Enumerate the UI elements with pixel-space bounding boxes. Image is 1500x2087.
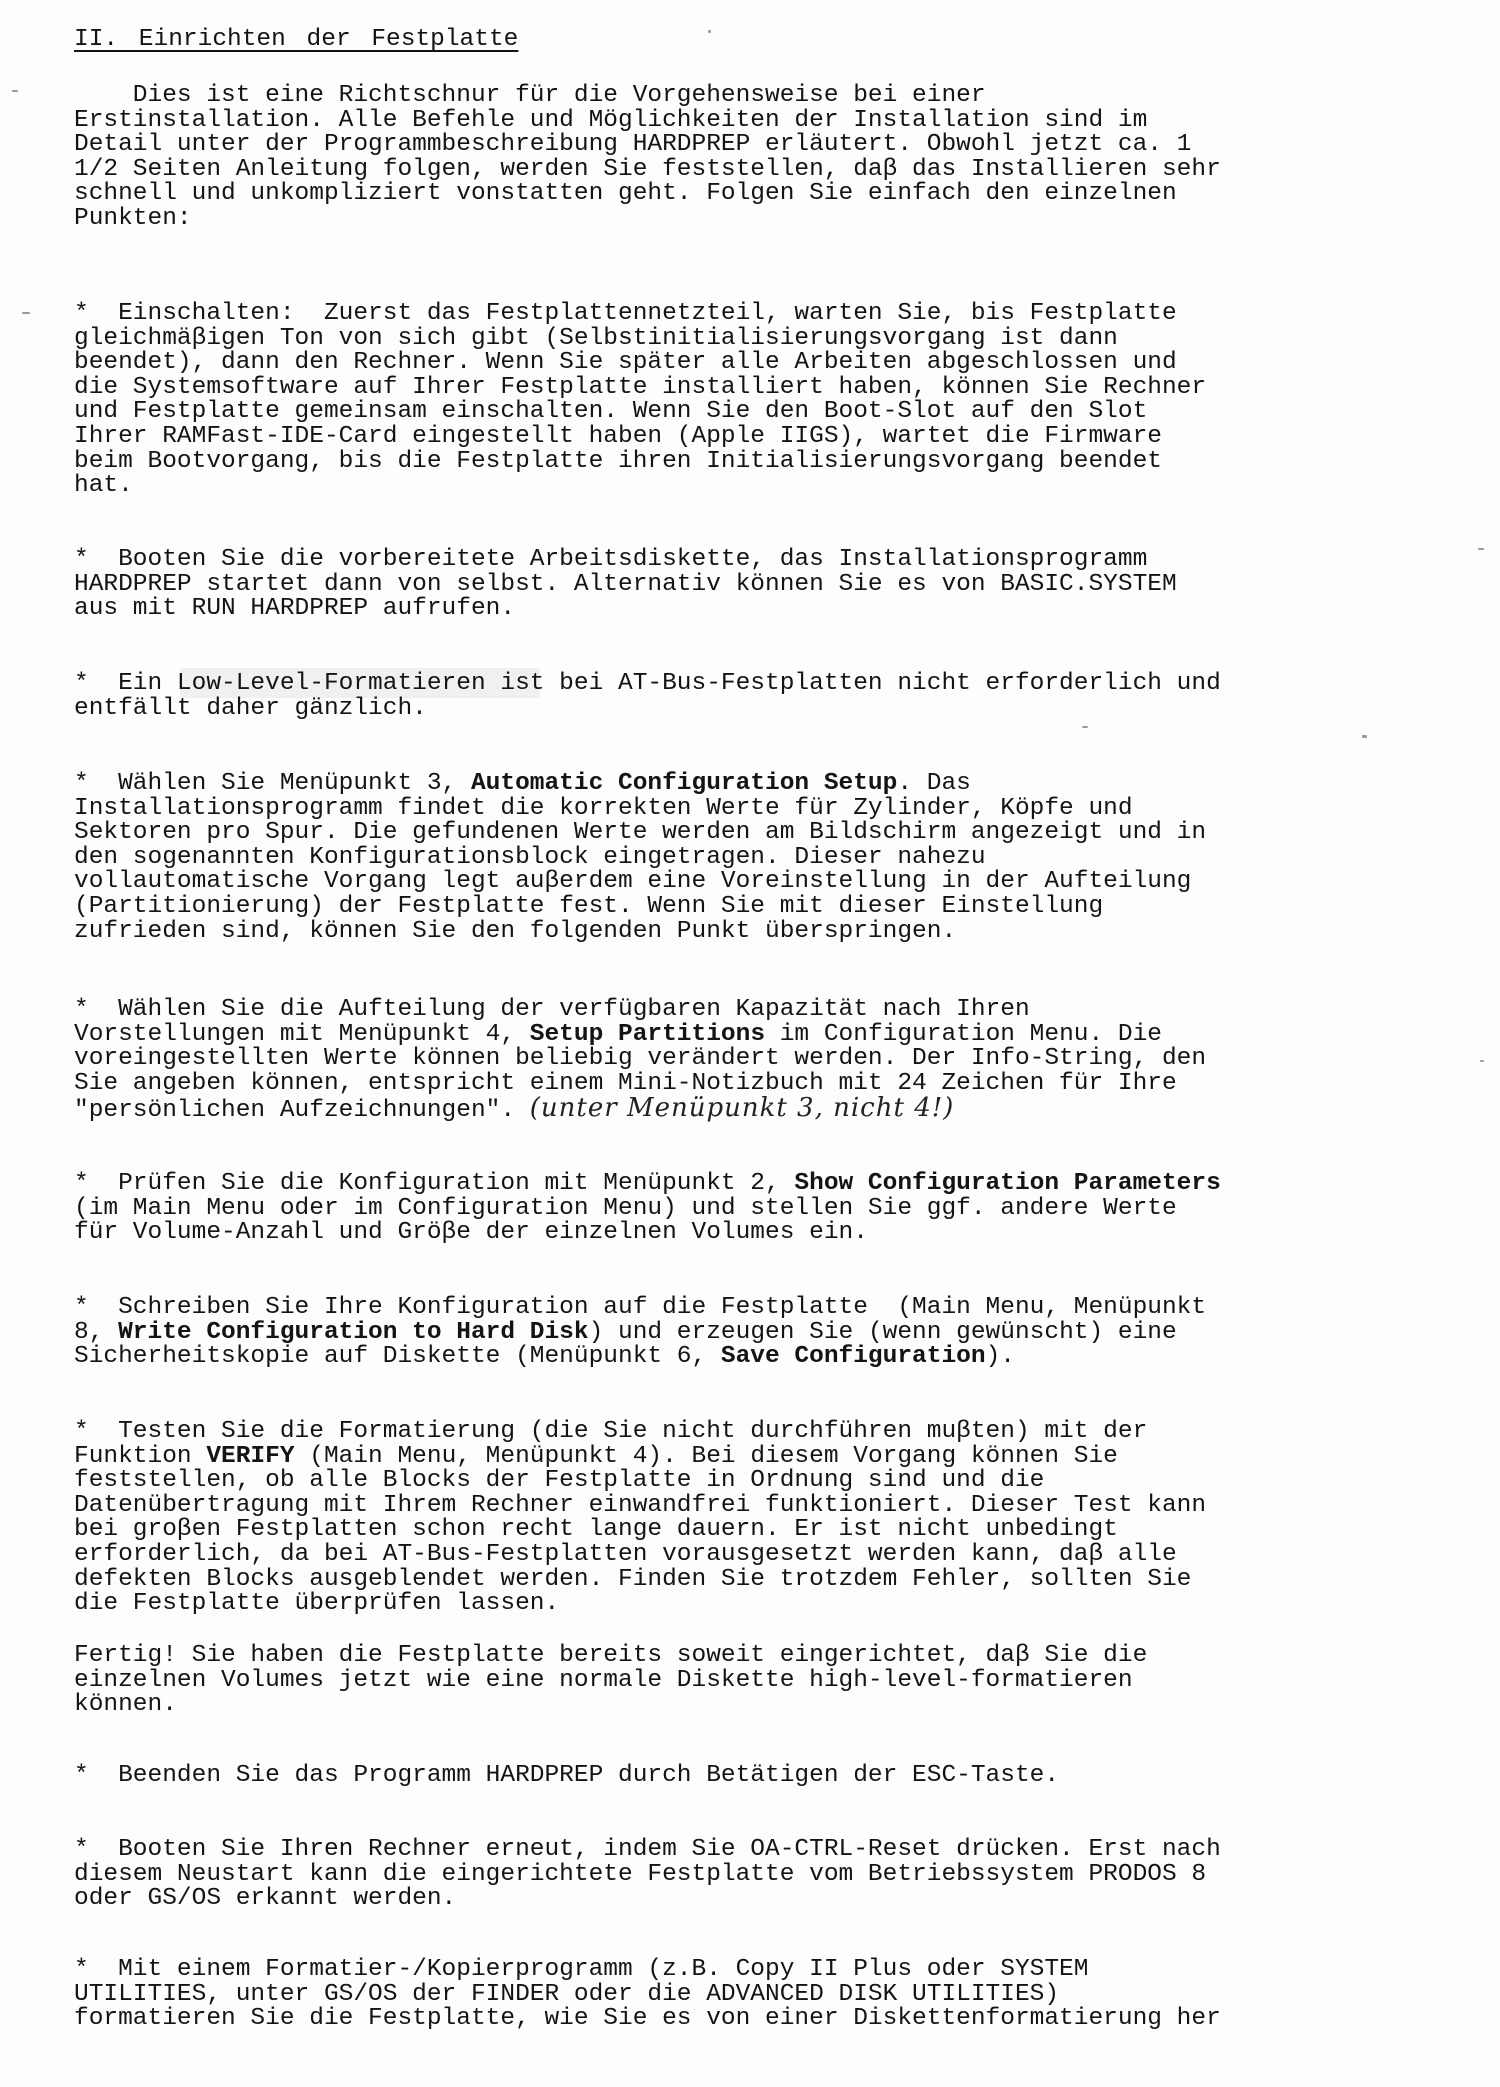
- text-line: feststellen, ob alle Blocks der Festplatte in Ordnung sind und die: [74, 1467, 1045, 1495]
- text-line: (Partitionierung) der Festplatte fest. Wenn Sie mit dieser Einstellung: [74, 892, 1104, 920]
- text-line: [74, 1172, 1404, 1197]
- text-run: 8,: [74, 1318, 119, 1346]
- text-run: (Main Menu, Menüpunkt 4). Bei diesem Vorgang können Sie: [294, 1442, 1118, 1470]
- scan-speck: [22, 312, 30, 314]
- text-run: im Configuration Menu. Die: [765, 1020, 1162, 1048]
- text-line: voreingestellten Werte können beliebig verändert werden. Der Info-String, den: [74, 1045, 1207, 1073]
- intro-paragraph: [74, 84, 1404, 232]
- text-line: [74, 1093, 1404, 1125]
- text-line: * Booten Sie die vorbereitete Arbeitsdiskette, das Installationsprogramm: [74, 546, 1148, 573]
- text-line: gleichmäβigen Ton von sich gibt (Selbstinitialisierungsvorgang ist dann: [74, 324, 1118, 352]
- text-line: können.: [74, 1691, 177, 1719]
- scan-speck: [1362, 735, 1367, 738]
- text-line: (im Main Menu oder im Configuration Menu) und stellen Sie ggf. andere Werte: [74, 1194, 1177, 1222]
- text-line: * Testen Sie die Formatierung (die Sie nicht durchführen muβten) mit der: [74, 1418, 1148, 1445]
- text-run: * Wählen Sie Menüpunkt 3,: [74, 770, 471, 797]
- step-reboot: [74, 1838, 1404, 1912]
- text-line: bei groβen Festplatten schon recht lange dauern. Er ist nicht unbedingt: [74, 1516, 1118, 1544]
- text-line: * Beenden Sie das Programm HARDPREP durch Betätigen der ESC-Taste.: [74, 1762, 1060, 1789]
- scan-speck: [1082, 726, 1088, 728]
- menu-name-bold: Automatic Configuration Setup: [470, 770, 898, 797]
- menu-name-bold: VERIFY: [206, 1442, 295, 1470]
- text-line: vollautomatische Vorgang legt auβerdem eine Voreinstellung in der Aufteilung: [74, 868, 1192, 896]
- text-line: die Systemsoftware auf Ihrer Festplatte installiert haben, können Sie Rechner: [74, 373, 1207, 401]
- step-low-level-format: [74, 672, 1404, 721]
- text-line: * Booten Sie Ihren Rechner erneut, indem Sie OA-CTRL-Reset drücken. Erst nach: [74, 1836, 1221, 1863]
- text-line: formatieren Sie die Festplatte, wie Sie es von einer Diskettenformatierung her: [74, 2005, 1221, 2033]
- text-line: für Volume-Anzahl und Gröβe der einzelnen Volumes ein.: [74, 1219, 868, 1247]
- step-auto-config: [74, 772, 1404, 944]
- scan-speck: [1478, 548, 1484, 550]
- text-line: [74, 1020, 1404, 1048]
- text-line: [74, 1345, 1404, 1370]
- text-run: ).: [985, 1343, 1015, 1371]
- text-line: * Ein Low-Level-Formatieren ist bei AT-Bus-Festplatten nicht erforderlich und: [74, 670, 1221, 697]
- step-setup-partitions: [74, 998, 1404, 1124]
- text-line: die Festplatte überprüfen lassen.: [74, 1590, 560, 1618]
- text-line: * Schreiben Sie Ihre Konfiguration auf die Festplatte (Main Menu, Menüpunkt: [74, 1294, 1207, 1321]
- text-line: Dies ist eine Richtschnur für die Vorgehensweise bei einer: [74, 82, 986, 109]
- text-line: defekten Blocks ausgeblendet werden. Finden Sie trotzdem Fehler, sollten Sie: [74, 1565, 1192, 1593]
- text-run: ) und erzeugen Sie (wenn gewünscht) eine: [588, 1318, 1177, 1346]
- text-line: HARDPREP startet dann von selbst. Alternativ können Sie es von BASIC.SYSTEM: [74, 570, 1177, 598]
- text-run: "persönlichen Aufzeichnungen".: [74, 1097, 516, 1125]
- text-line: Sie angeben können, entspricht einem Mini-Notizbuch mit 24 Zeichen für Ihre: [74, 1069, 1177, 1097]
- text-line: den sogenannten Konfigurationsblock eingetragen. Dieser nahezu: [74, 843, 986, 871]
- text-line: zufrieden sind, können Sie den folgenden Punkt überspringen.: [74, 917, 957, 945]
- text-line: entfällt daher gänzlich.: [74, 694, 427, 722]
- step-exit-hardprep: [74, 1764, 1404, 1789]
- text-run: . Das: [897, 770, 971, 797]
- text-line: erforderlich, da bei AT-Bus-Festplatten vorausgesetzt werden kann, daβ alle: [74, 1540, 1177, 1568]
- step-verify: [74, 1420, 1404, 1617]
- scan-speck: [12, 90, 18, 92]
- text-line: hat.: [74, 472, 133, 500]
- text-line: Erstinstallation. Alle Befehle und Möglichkeiten der Installation sind im: [74, 106, 1148, 134]
- text-line: Sektoren pro Spur. Die gefundenen Werte werden am Bildschirm angezeigt und in: [74, 819, 1207, 847]
- step-switch-on: [74, 302, 1404, 499]
- step-show-config: [74, 1172, 1404, 1246]
- text-line: beim Bootvorgang, bis die Festplatte ihren Initialisierungsvorgang beendet: [74, 447, 1162, 475]
- step-boot-disk: [74, 548, 1404, 622]
- text-line: * Einschalten: Zuerst das Festplattennetzteil, warten Sie, bis Festplatte: [74, 300, 1177, 327]
- text-line: beendet), dann den Rechner. Wenn Sie später alle Arbeiten abgeschlossen und: [74, 349, 1177, 377]
- text-line: Punkten:: [74, 204, 192, 232]
- text-run: Sicherheitskopie auf Diskette (Menüpunkt 6,: [74, 1343, 721, 1371]
- text-line: diesem Neustart kann die eingerichtete Festplatte vom Betriebssystem PRODOS 8: [74, 1860, 1207, 1888]
- handwritten-note: (unter Menüpunkt 3, nicht 4!): [529, 1093, 955, 1124]
- text-line: [74, 1318, 1404, 1346]
- text-line: * Wählen Sie die Aufteilung der verfügbaren Kapazität nach Ihren: [74, 996, 1030, 1023]
- text-line: oder GS/OS erkannt werden.: [74, 1885, 457, 1913]
- done-paragraph: [74, 1644, 1404, 1718]
- menu-name-bold: Save Configuration: [720, 1343, 986, 1371]
- text-line: Fertig! Sie haben die Festplatte bereits soweit eingerichtet, daβ Sie die: [74, 1642, 1148, 1669]
- text-line: [74, 1442, 1404, 1470]
- menu-name-bold: Write Configuration to Hard Disk: [118, 1318, 589, 1346]
- text-run: * Prüfen Sie die Konfiguration mit Menüpunkt 2,: [74, 1170, 795, 1197]
- text-line: Ihrer RAMFast-IDE-Card eingestellt haben (Apple IIGS), wartet die Firmware: [74, 422, 1162, 450]
- section-heading: II. Einrichten der Festplatte: [74, 26, 519, 53]
- text-line: [74, 772, 1404, 797]
- text-line: UTILITIES, unter GS/OS der FINDER oder die ADVANCED DISK UTILITIES): [74, 1980, 1060, 2008]
- text-line: und Festplatte gemeinsam einschalten. Wenn Sie den Boot-Slot auf den Slot: [74, 398, 1148, 426]
- text-line: Datenübertragung mit Ihrem Rechner einwandfrei funktioniert. Dieser Test kann: [74, 1491, 1207, 1519]
- text-line: Installationsprogramm findet die korrekten Werte für Zylinder, Köpfe und: [74, 794, 1133, 822]
- menu-name-bold: Show Configuration Parameters: [794, 1170, 1221, 1197]
- scan-speck: [1480, 1060, 1484, 1062]
- text-line: 1/2 Seiten Anleitung folgen, werden Sie feststellen, daβ das Installieren sehr: [74, 155, 1221, 183]
- text-line: einzelnen Volumes jetzt wie eine normale Diskette high-level-formatieren: [74, 1666, 1133, 1694]
- text-line: Detail unter der Programmbeschreibung HARDPREP erläutert. Obwohl jetzt ca. 1: [74, 131, 1192, 159]
- text-line: * Mit einem Formatier-/Kopierprogramm (z.B. Copy II Plus oder SYSTEM: [74, 1956, 1089, 1983]
- text-run: Funktion: [74, 1442, 207, 1470]
- text-run: Vorstellungen mit Menüpunkt 4,: [74, 1020, 530, 1048]
- menu-name-bold: Setup Partitions: [529, 1020, 766, 1048]
- step-write-config: [74, 1296, 1404, 1370]
- step-format-volumes: [74, 1958, 1404, 2032]
- text-line: schnell und unkompliziert vonstatten geht. Folgen Sie einfach den einzelnen: [74, 180, 1177, 208]
- scan-speck: [708, 30, 711, 33]
- text-line: aus mit RUN HARDPREP aufrufen.: [74, 595, 516, 623]
